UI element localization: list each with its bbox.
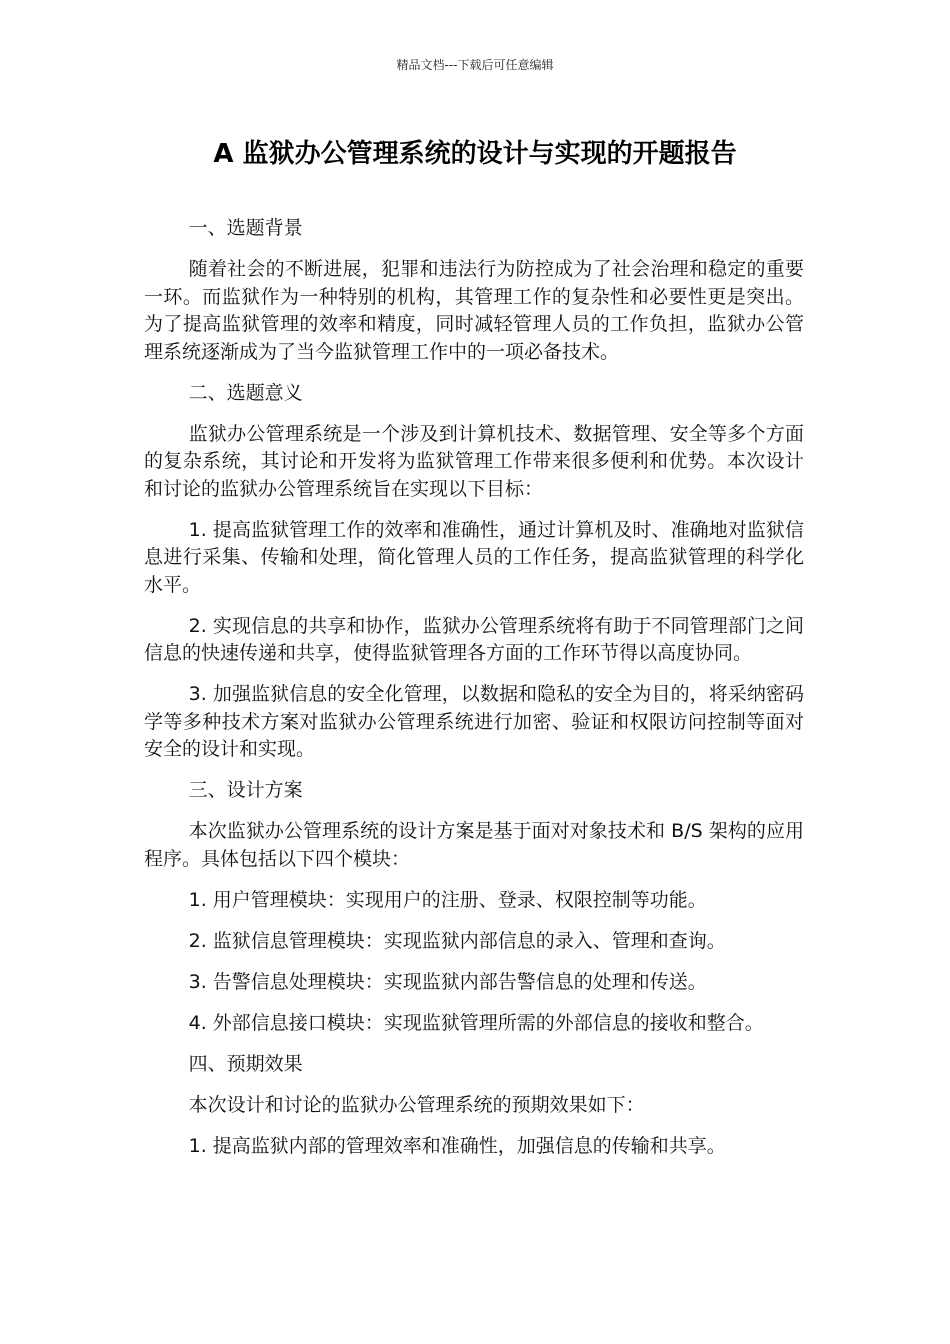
section-heading-design: 三、设计方案 — [188, 779, 303, 801]
paragraph-expected: 本次设计和讨论的监狱办公管理系统的预期效果如下： — [188, 1093, 645, 1116]
effect-item-1: 1. 提高监狱内部的管理效率和准确性，加强信息的传输和共享。 — [188, 1134, 726, 1157]
module-item-4: 4. 外部信息接口模块：实现监狱管理所需的外部信息的接收和整合。 — [188, 1011, 764, 1034]
goal-item-3: 3. 加强监狱信息的安全化管理，以数据和隐私的安全为目的，将采纳密码学等多种技术方案对监狱办公管理系统进行加密、验证和权限访问控制等面对安全的设计和实现。 — [144, 683, 804, 760]
module-item-1: 1. 用户管理模块：实现用户的注册、登录、权限控制等功能。 — [188, 888, 707, 911]
goal-item-2: 2. 实现信息的共享和协作，监狱办公管理系统将有助于不同管理部门之间信息的快速传递和共享，使得监狱管理各方面的工作环节得以高度协同。 — [144, 614, 804, 664]
module-item-2: 2. 监狱信息管理模块：实现监狱内部信息的录入、管理和查询。 — [188, 929, 726, 952]
section-heading-significance: 二、选题意义 — [188, 381, 303, 404]
section-heading-expected: 四、预期效果 — [188, 1052, 303, 1075]
document-body — [144, 215, 804, 1174]
paragraph-significance: 监狱办公管理系统是一个涉及到计算机技术、数据管理、安全等多个方面的复杂系统，其讨论和开发将为监狱管理工作带来很多便利和优势。本次设计和讨论的监狱办公管理系统旨在实现以下目标： — [144, 422, 804, 500]
module-item-3: 3. 告警信息处理模块：实现监狱内部告警信息的处理和传送。 — [188, 970, 707, 993]
document-title: A 监狱办公管理系统的设计与实现的开题报告 — [213, 139, 737, 169]
section-heading-background: 一、选题背景 — [188, 217, 303, 239]
paragraph-design: 本次监狱办公管理系统的设计方案是基于面对对象技术和 B/S 架构的应用程序。具体包括以下四个模块： — [144, 820, 804, 870]
goal-item-1: 1. 提高监狱管理工作的效率和准确性，通过计算机及时、准确地对监狱信息进行采集、传输和处理，简化管理人员的工作任务，提高监狱管理的科学化水平。 — [144, 518, 804, 596]
page-header: 精品文档---下载后可任意编辑 — [396, 58, 554, 72]
paragraph-background: 随着社会的不断进展，犯罪和违法行为防控成为了社会治理和稳定的重要一环。而监狱作为一种特别的机构，其管理工作的复杂性和必要性更是突出。为了提高监狱管理的效率和精度，同时减轻管理人员的工作负担，监狱办公管理系统逐渐成为了当今监狱管理工作中的一项必备技术。 — [144, 258, 804, 363]
